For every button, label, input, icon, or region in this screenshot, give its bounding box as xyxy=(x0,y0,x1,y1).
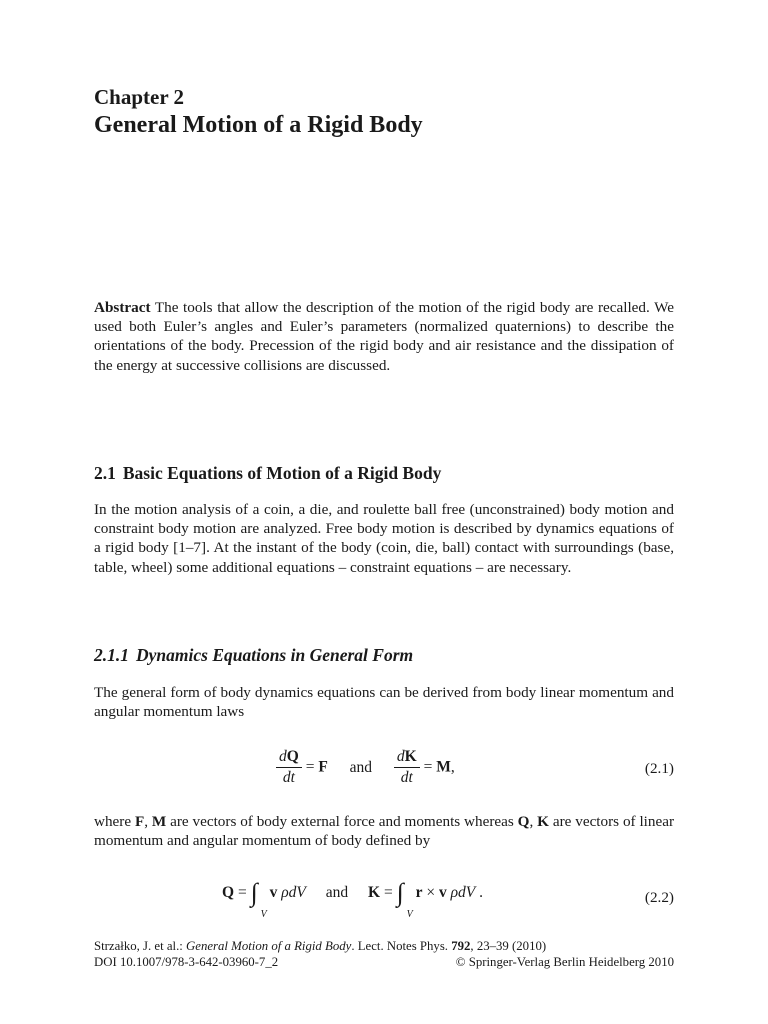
section-paragraph: In the motion analysis of a coin, a die, and roulette ball free (unconstrained) body motion and constraint body motion are analyzed. Free body motion is described by dynamics equations of a rigid body [1–7]. At the instant of the body (coin, die, ball) contact with surroundings (base, table, wheel) some additional equations – constraint equations – are necessary. xyxy=(94,501,674,576)
footer-volume: 792 xyxy=(451,939,471,953)
footer-authors: Strzałko, J. et al.: xyxy=(94,939,187,953)
footer-pages: , 23–39 (2010) xyxy=(470,939,547,953)
subsection-paragraph: The general form of body dynamics equations can be derived from body linear momentum and angular momentum laws xyxy=(94,684,674,721)
footer-citation xyxy=(94,938,674,954)
var-Q: Q xyxy=(222,884,235,901)
abstract-keyword: Abstract xyxy=(94,299,151,316)
footer-copyright: © Springer-Verlag Berlin Heidelberg 2010 xyxy=(455,955,674,969)
where-text-2: are vectors of body external force and moments whereas xyxy=(166,813,518,830)
subsection-title: Dynamics Equations in General Form xyxy=(136,645,414,665)
integral-limit: V xyxy=(406,909,413,920)
chapter-title: General Motion of a Rigid Body xyxy=(94,112,423,138)
where-sep-2: , xyxy=(529,813,538,830)
chapter-label: Chapter 2 xyxy=(94,85,185,109)
where-paragraph xyxy=(94,812,674,850)
where-text-1: where xyxy=(94,813,135,830)
var-K: K xyxy=(537,813,549,830)
var-Q: Q xyxy=(517,813,530,830)
section-heading xyxy=(94,462,674,484)
footer-series: . Lect. Notes Phys. xyxy=(351,939,452,953)
footer-doi-line xyxy=(94,954,674,970)
subsection-heading xyxy=(94,644,674,666)
fraction-dQ-dt xyxy=(276,748,302,787)
equation-2-2-connector: and xyxy=(325,884,349,901)
integral-limit: V xyxy=(260,909,267,920)
integral-sign: ∫ V xyxy=(397,880,404,906)
integral-sign: ∫ V xyxy=(251,880,258,906)
var-K: K xyxy=(368,884,381,901)
differential-d: d xyxy=(279,748,287,765)
var-r: r xyxy=(415,884,423,901)
fraction-dK-dt xyxy=(394,748,420,787)
footer-doi: DOI 10.1007/978-3-642-03960-7_2 xyxy=(94,955,279,969)
subsection-number: 2.1.1 xyxy=(94,645,129,665)
var-v: v xyxy=(269,884,278,901)
var-M: M xyxy=(436,758,451,776)
equation-number-2-1: (2.1) xyxy=(644,760,674,777)
integrand-rho-dV: ρdV xyxy=(281,884,306,901)
var-M: M xyxy=(151,813,167,830)
footer-book-title: General Motion of a Rigid Body xyxy=(186,939,352,953)
var-v: v xyxy=(438,884,447,901)
integrand-rho-dV: ρdV xyxy=(450,884,476,901)
var-K: K xyxy=(404,748,417,765)
abstract-text: The tools that allow the description of the motion of the rigid body are recalled. We used both Euler’s angles and Euler’s parameters (normalized quaternions) to describe the orientations of the body. Precession of the rigid body and air resistance and the dissipation of the energy at successive collisions are discussed. xyxy=(94,299,674,374)
equation-2-1-body: $\frac{dQ}{dt}$ = F and $\frac{dK}{dt}$ = M, xyxy=(276,748,455,787)
denominator-dt: dt xyxy=(282,769,295,786)
abstract xyxy=(94,298,674,375)
var-Q: Q xyxy=(286,748,299,765)
where-text-3: are vectors of linear momentum and angular momentum of body defined by xyxy=(94,813,675,850)
section-title: Basic Equations of Motion of a Rigid Body xyxy=(122,463,442,483)
equation-number-2-2: (2.2) xyxy=(644,889,674,906)
equation-2-1-connector: and xyxy=(349,758,373,776)
var-F: F xyxy=(134,813,145,830)
differential-d: d xyxy=(396,748,405,765)
equation-2-2-body: Q = ∫ V v ρdV and K = ∫ V r × v ρdV . xyxy=(222,880,483,906)
var-F: F xyxy=(318,758,328,776)
section-number: 2.1 xyxy=(94,463,116,483)
denominator-dt: dt xyxy=(400,769,413,786)
where-sep-1: , xyxy=(144,813,152,830)
